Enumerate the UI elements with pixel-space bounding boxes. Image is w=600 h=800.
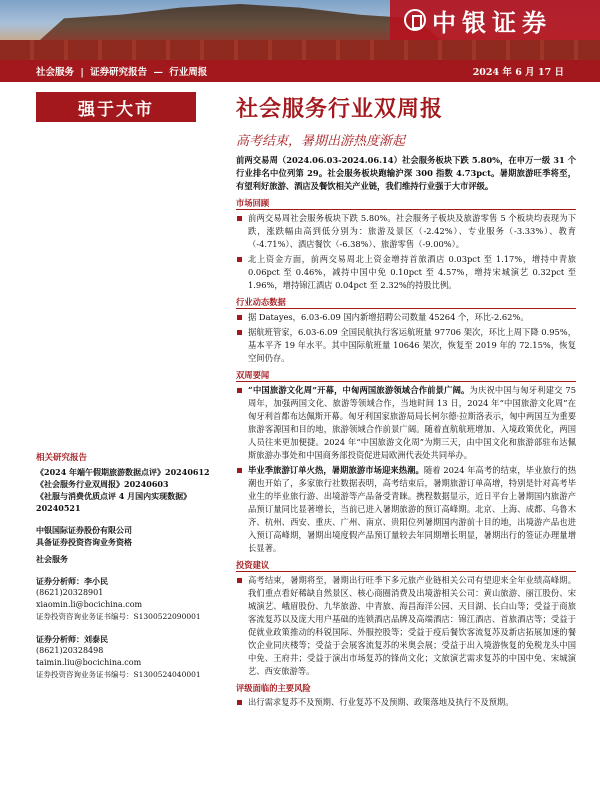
brand-name: 中银证券: [432, 8, 552, 37]
news-text: 为庆祝中国与匈牙利建交 75 周年，加强两国文化、旅游等领域合作，当地时间 13 日，2024 年“中国旅游文化周”在匈牙利首都布达佩斯开幕。匈牙利国家旅游局局长柯尔德·拉斯洛表示，匈中两国互为重要旅游客源国和目的地，旅游领域合作前景广阔。随着直航航班增加、入境政策优化，两国人员往来更加便捷。2024 年“中国旅游文化周”为期三天，由中国文化和旅游部驻布达佩斯旅游办事处和中国商务部投资促进局欧洲代表处共同举办。: [248, 385, 576, 460]
list-item: 高考结束，暑期将至，暑期出行旺季下多元旅产业链相关公司有望迎来全年业绩高峰期。我们重点看好稀缺自然景区、核心商圈消费及出境游相关公司：黄山旅游、丽江股份、宋城演艺、峨眉股份、九华旅游、中青旅、海昌海洋公园、天目湖、长白山等；受益于商旅客流复苏以及庞大用户基础的连锁酒店品牌及高端酒店：锦江酒店、首旅酒店等；受益于促就业政策推动的科锐国际、外服控股等；受益于疫后餐饮客流复苏及新店拓展加速的餐饮企业同庆楼等；受益于会展客流复苏的米奥会展；受益于出入境游恢复的免税龙头中国中免、王府井；受益于演出市场复苏的锋尚文化；文旅演艺需求复苏的中国中免、宋城演艺、西安旅游等。: [236, 574, 576, 678]
analyst-cert: 证券投资咨询业务证书编号：S1300524040001: [36, 670, 201, 679]
palace-roof-graphic: [40, 4, 440, 40]
analyst-phone: (8621)20328901: [36, 588, 104, 597]
crumb-sector: 社会服务: [36, 67, 75, 78]
related-report[interactable]: 《2024 年端午假期旅游数据点评》20240612: [36, 467, 210, 477]
crumb-sep: —: [153, 67, 163, 78]
analyst-cert: 证券投资咨询业务证书编号：S1300522090001: [36, 612, 201, 621]
breadcrumb: [36, 64, 210, 78]
summary-paragraph: 前两交易周（2024.06.03-2024.06.14）社会服务板块下跌 5.80%，在申万一级 31 个行业排名中位列第 29。社会服务板块跑输沪深 300 指数 4.73pct。暑期旅游旺季将至，有望利好旅游、酒店及餐饮相关产业链，我们维持行业强于大市评级。: [236, 155, 576, 191]
report-subtitle: 高考结束，暑期出游热度渐起: [236, 134, 406, 149]
news-text: 随着 2024 年高考的结束，毕业旅行的热潮也开始了，多家旅行社数据表明，高考结束后，暑期旅游订单高增，特别是针对高考毕业生的毕业旅行游、出境游等产品备受青睐。携程数据显示，近日平台上暑期国内旅游产品预订量同比显著增长，当前已进入暑期旅游的预订高峰期。北京、上海、成都、乌鲁木齐、杭州、西安、重庆、广州、南京、贵阳位列暑期国内游前十目的地，出境游产品也进入预订高峰期，暑期出境度假产品预订量较去年同期增长明显，暑期出行的签证办理量增长显著。: [248, 465, 576, 553]
list-item: [236, 464, 576, 555]
list-item: 据 Datayes，6.03-6.09 国内新增招聘公司数量 45264 个，环比-2.62%。: [236, 311, 576, 324]
section-heading-market: 市场回顾: [236, 197, 576, 210]
analyst-phone: (8621)20328498: [36, 646, 104, 655]
analyst-name: 证券分析师：刘泰民: [36, 634, 108, 644]
report-meta-bar: [0, 60, 600, 82]
news-headline: 毕业季旅游订单火热，暑期旅游市场迎来热潮。: [248, 465, 424, 475]
report-body: [236, 154, 576, 709]
license-note: 具备证券投资咨询业务资格: [36, 537, 132, 547]
analyst-email[interactable]: xiaomin.li@bocichina.com: [36, 600, 143, 609]
analyst-card: [36, 575, 221, 623]
palace-wall-graphic: [0, 40, 600, 60]
list-item: 出行需求复苏不及预期、行业复苏不及预期、政策落地及执行不及预期。: [236, 696, 576, 709]
related-reports-heading: 相关研究报告: [36, 453, 88, 463]
list-item: 北上资金方面，前两交易周北上资金增持首旅酒店 0.03pct 至 1.17%，增持中青旅 0.06pct 至 0.46%，减持中国中免 0.10pct 至 4.57%，增持宋城演艺 0.32pct 至 1.96%，增持锦江酒店 0.04pct 至 2.32%的持股比例。: [236, 253, 576, 292]
crumb-sep: |: [80, 67, 84, 78]
report-title: 社会服务行业双周报: [236, 97, 444, 122]
sidebar-info: [36, 452, 221, 681]
list-item: [236, 384, 576, 462]
section-heading-news: 双周要闻: [236, 369, 576, 382]
report-date: 2024 年 6 月 17 日: [472, 67, 564, 78]
crumb-subtype: 行业周报: [169, 67, 208, 78]
boc-coin-icon: [404, 9, 426, 31]
company-name: 中银国际证券股份有限公司: [36, 525, 132, 535]
analyst-name: 证券分析师：李小民: [36, 576, 108, 586]
crumb-type: 证券研究报告: [90, 67, 148, 78]
section-heading-industry: 行业动态数据: [236, 296, 576, 309]
analyst-email[interactable]: taimin.liu@bocichina.com: [36, 658, 142, 667]
sector-label: 社会服务: [36, 554, 68, 564]
section-heading-advice: 投资建议: [236, 559, 576, 572]
header-banner: [0, 0, 600, 60]
rating-badge: 强于大市: [36, 92, 196, 122]
brand-logo: [390, 0, 600, 40]
list-item: 前两交易周社会服务板块下跌 5.80%。社会服务子板块及旅游零售 5 个板块均表现为下跌，涨跌幅由高到低分别为：旅游及景区（-2.42%）、专业服务（-3.33%）、教育（-4.71%）、酒店餐饮（-6.38%）、旅游零售（-9.00%）。: [236, 212, 576, 251]
related-report[interactable]: 《社服与消费优质点评 4 月国内实现数据》20240521: [36, 491, 192, 513]
related-report[interactable]: 《社会服务行业双周报》20240603: [36, 479, 169, 489]
section-heading-risk: 评级面临的主要风险: [236, 683, 311, 693]
analyst-card: [36, 633, 221, 681]
list-item: 据航班管家，6.03-6.09 全国民航执行客运航班量 97706 架次，环比上周下降 0.95%，基本平齐 19 年水平。其中国际航班量 10646 架次，恢复至 2019 年的 72.15%，恢复空间仍存。: [236, 326, 576, 365]
news-headline: “中国旅游文化周”开幕，中匈两国旅游领域合作前景广阔。: [248, 385, 470, 395]
